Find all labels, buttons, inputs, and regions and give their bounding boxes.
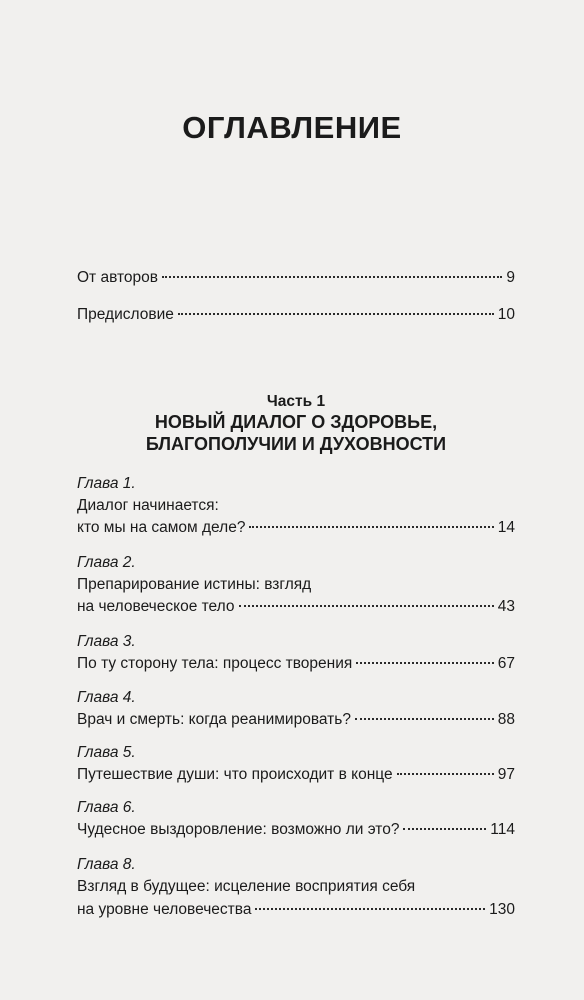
toc-entry-label: кто мы на самом деле? xyxy=(77,519,246,536)
toc-entry-label: на человеческое тело xyxy=(77,598,235,615)
chapter-title-line: Взгляд в будущее: исцеление восприятия себя xyxy=(77,878,416,895)
chapter-title-line: Препарирование истины: взгляд xyxy=(77,576,312,593)
toc-entry-label: От авторов xyxy=(77,269,158,286)
toc-entry-label: Врач и смерть: когда реанимировать? xyxy=(77,711,351,728)
part-label: Часть 1 xyxy=(266,393,326,410)
chapter-number: Глава 2. xyxy=(77,554,136,571)
toc-page-number: 114 xyxy=(490,821,515,838)
toc-entry-label: Путешествие души: что происходит в конце xyxy=(77,766,393,783)
leader-dots xyxy=(162,276,502,278)
toc-entry-chapter-5[interactable] xyxy=(77,765,515,785)
chapter-number: Глава 4. xyxy=(77,689,136,706)
toc-page-number: 9 xyxy=(506,269,515,286)
toc-entry-chapter-6[interactable] xyxy=(77,820,515,840)
toc-page-number: 67 xyxy=(497,655,515,672)
toc-entry-authors[interactable] xyxy=(77,268,515,288)
toc-entry-label: По ту сторону тела: процесс творения xyxy=(77,655,353,672)
toc-entry-chapter-1[interactable] xyxy=(77,518,515,538)
toc-entry-label: Чудесное выздоровление: возможно ли это? xyxy=(77,821,400,838)
toc-page-number: 88 xyxy=(497,711,515,728)
leader-dots xyxy=(249,526,493,528)
chapter-number: Глава 6. xyxy=(77,799,136,816)
part-title-line1: НОВЫЙ ДИАЛОГ О ЗДОРОВЬЕ, xyxy=(154,412,438,432)
chapter-number: Глава 5. xyxy=(77,744,136,761)
leader-dots xyxy=(356,662,493,664)
part-title-line2: БЛАГОПОЛУЧИИ И ДУХОВНОСТИ xyxy=(145,434,447,454)
leader-dots xyxy=(239,605,494,607)
leader-dots xyxy=(255,908,485,910)
toc-page-number: 43 xyxy=(497,598,515,615)
chapter-number: Глава 3. xyxy=(77,633,136,650)
leader-dots xyxy=(355,718,494,720)
toc-entry-chapter-4[interactable] xyxy=(77,710,515,730)
leader-dots xyxy=(397,773,494,775)
toc-entry-label: на уровне человечества xyxy=(77,901,252,918)
page-title: ОГЛАВЛЕНИЕ xyxy=(182,110,402,145)
toc-page-number: 10 xyxy=(497,306,515,323)
toc-page-number: 97 xyxy=(497,766,515,783)
chapter-title-line: Диалог начинается: xyxy=(77,497,219,514)
toc-page-number: 14 xyxy=(497,519,515,536)
leader-dots xyxy=(178,313,494,315)
chapter-number: Глава 1. xyxy=(77,475,136,492)
leader-dots xyxy=(403,828,486,830)
toc-page-number: 130 xyxy=(489,901,515,918)
toc-entry-chapter-8[interactable] xyxy=(77,900,515,920)
chapter-number: Глава 8. xyxy=(77,856,136,873)
toc-entry-label: Предисловие xyxy=(77,306,174,323)
toc-entry-chapter-3[interactable] xyxy=(77,654,515,674)
toc-entry-preface[interactable] xyxy=(77,305,515,325)
toc-entry-chapter-2[interactable] xyxy=(77,597,515,617)
